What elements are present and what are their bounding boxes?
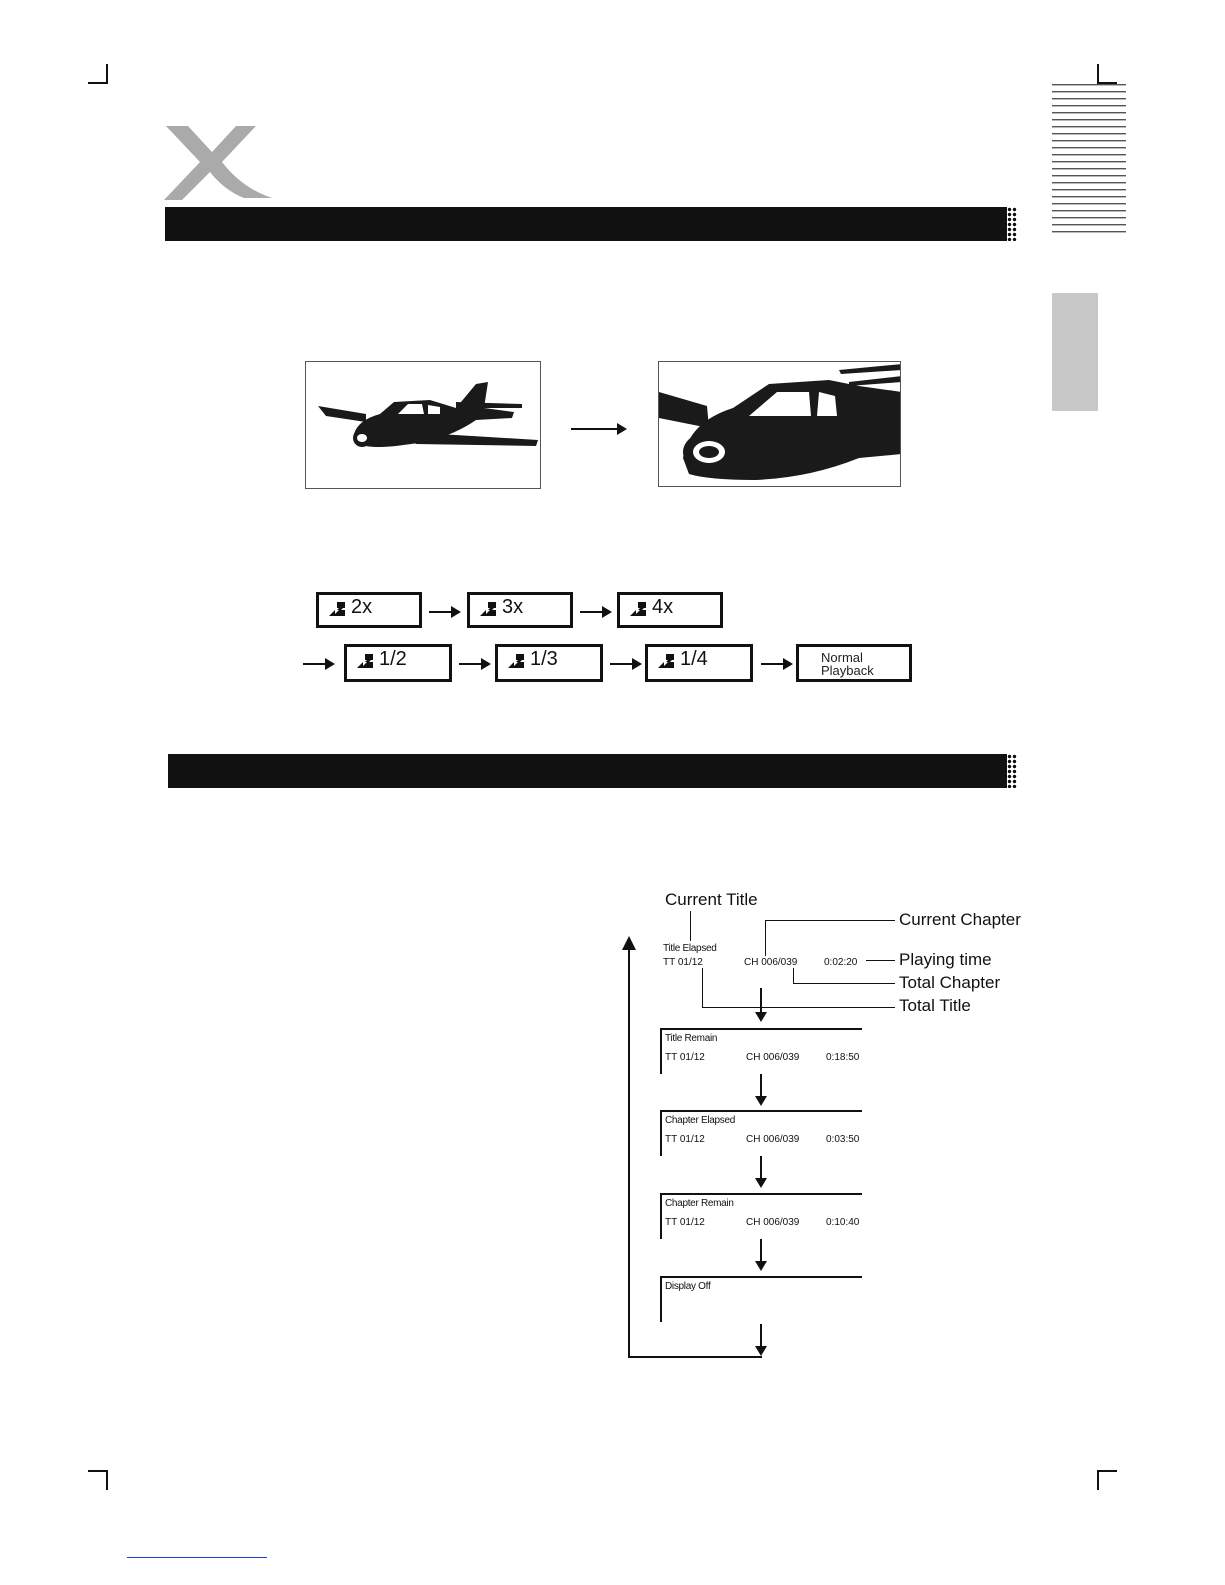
zoom-step-label: 1/3 [530,648,558,670]
zoom-step-2x [316,592,422,628]
display-mode-label: Title Elapsed [663,943,717,954]
airplane-zoomed-icon [659,362,901,487]
loop-line-bottom [628,1356,762,1358]
zoom-step-1-2 [344,644,452,682]
display-chapter-value: CH 006/039 [744,957,798,968]
display-title-value: TT 01/12 [665,1134,705,1145]
display-mode-label: Display Off [665,1281,711,1292]
flow-arrow [580,611,604,613]
annotation-current-title: Current Title [665,890,758,909]
display-mode-title-elapsed [660,943,860,973]
annotation-current-chapter: Current Chapter [899,910,1021,929]
zoom-step-label: 1/2 [379,648,407,670]
display-time-value: 0:03:50 [826,1134,860,1145]
zoom-icon [658,654,674,668]
display-mode-off [660,1276,862,1322]
crop-mark-top-right [1097,64,1117,84]
flow-arrow [761,663,785,665]
zoom-step-3x [467,592,573,628]
leader-line [702,968,703,1007]
airplane-icon [306,362,541,489]
display-title-value: TT 01/12 [663,957,703,968]
zoom-step-label: 4x [652,596,674,618]
section-bar-dots [967,754,1017,788]
annotation-playing-time: Playing time [899,950,992,969]
brand-logo [160,122,280,202]
down-arrow [760,1239,762,1263]
zoom-icon [329,602,345,616]
normal-playback-line-1: Normal [821,650,863,665]
display-time-value: 0:10:40 [826,1217,860,1228]
zoom-step-1-3 [495,644,603,682]
leader-line [866,960,895,961]
zoom-step-label: 1/4 [680,648,708,670]
down-arrow [760,988,762,1014]
zoom-illustration-normal [305,361,541,489]
zoom-step-normal-playback [796,644,912,682]
down-arrow [760,1074,762,1098]
zoom-step-label: 3x [502,596,524,618]
flow-arrow [610,663,634,665]
down-arrow [760,1324,762,1348]
zoom-icon [630,602,646,616]
display-mode-chapter-remain [660,1193,862,1239]
flow-arrow [303,663,327,665]
crop-mark-top-left [88,64,108,84]
zoom-icon [480,602,496,616]
annotation-total-chapter: Total Chapter [899,973,1001,992]
down-arrow [760,1156,762,1180]
margin-stripes [1052,84,1126,236]
zoom-illustration-zoomed [658,361,901,487]
display-mode-label: Chapter Remain [665,1198,734,1209]
display-mode-label: Title Remain [665,1033,718,1044]
display-title-value: TT 01/12 [665,1217,705,1228]
footer-link-underline [127,1557,267,1558]
crop-mark-bottom-right [1097,1470,1117,1490]
display-time-value: 0:02:20 [824,957,858,968]
loop-up-arrow-icon [622,936,636,950]
display-chapter-value: CH 006/039 [746,1052,800,1063]
crop-mark-bottom-left [88,1470,108,1490]
display-time-value: 0:18:50 [826,1052,860,1063]
display-mode-title-remain [660,1028,862,1074]
display-chapter-value: CH 006/039 [746,1217,800,1228]
flow-arrow [429,611,453,613]
leader-line [702,1007,895,1008]
normal-playback-line-2: Playback [821,663,874,678]
language-tab-marker [1052,293,1098,411]
section-header-zoom [165,207,1007,241]
annotation-total-title: Total Title [899,996,971,1015]
leader-line [690,911,691,941]
flow-arrow [459,663,483,665]
zoom-icon [508,654,524,668]
zoom-arrow [571,428,619,430]
section-bar-dots [967,207,1017,241]
leader-line [793,983,895,984]
loop-line-left [628,946,630,1358]
leader-line [765,920,895,921]
zoom-step-4x [617,592,723,628]
display-mode-label: Chapter Elapsed [665,1115,735,1126]
display-mode-chapter-elapsed [660,1110,862,1156]
zoom-step-label: 2x [351,596,373,618]
section-header-display [168,754,1007,788]
zoom-step-1-4 [645,644,753,682]
zoom-icon [357,654,373,668]
display-chapter-value: CH 006/039 [746,1134,800,1145]
display-title-value: TT 01/12 [665,1052,705,1063]
